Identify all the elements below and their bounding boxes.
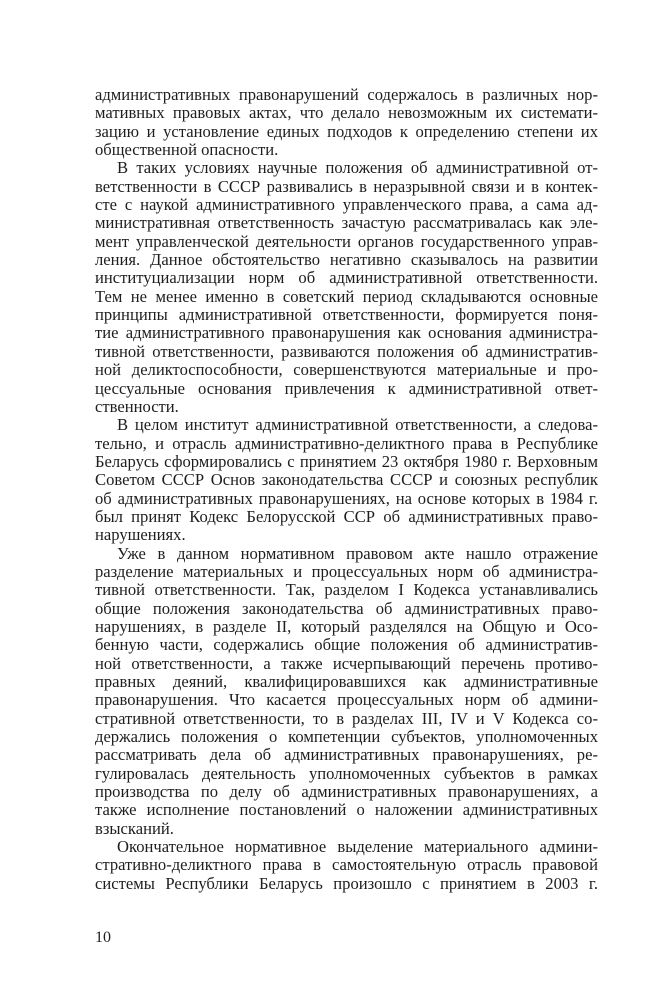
text-line: производства по делу об административных правонарушениях, а <box>95 782 598 802</box>
text-line: общие положения законодательства об административных право- <box>95 598 598 618</box>
text-line: тие административного правонарушения как основания администра- <box>95 323 598 343</box>
text-line: правонарушения. Что касается процессуальных норм об админи- <box>95 690 598 710</box>
text-line: ления. Данное обстоятельство негативно сказывалось на развитии <box>95 250 598 270</box>
text-line: Тем не менее именно в советский период складываются основные <box>95 286 598 306</box>
paragraph <box>95 545 598 839</box>
text-line: цессуальные основания привлечения к административной ответ- <box>95 378 598 398</box>
paragraph <box>95 86 598 159</box>
text-line: тельно, и отрасль административно-деликтного права в Республике <box>95 433 598 453</box>
paragraph <box>95 416 598 544</box>
text-line: сте с наукой административного управленческого права, а сама ад- <box>95 195 598 215</box>
text-line: ной деликтоспособности, совершенствуются материальные и про- <box>95 360 598 380</box>
page-body <box>95 86 598 893</box>
text-line: административных правонарушений содержалось в различных нор- <box>95 85 598 104</box>
text-line: министративная ответственность зачастую рассматривалась как эле- <box>95 213 598 233</box>
text-line: взысканий. <box>95 818 174 838</box>
text-line: нарушениях, в разделе II, который разделялся на Общую и Осо- <box>95 616 598 636</box>
text-line: бенную части, содержались общие положения об административ- <box>95 635 598 655</box>
text-line: разделение материальных и процессуальных норм об администра- <box>95 561 598 581</box>
text-line: системы Республики Беларусь произошло с принятием в 2003 г. <box>95 873 598 893</box>
text-line: Окончательное нормативное выделение материального админи- <box>117 837 598 857</box>
page-number: 10 <box>95 929 111 946</box>
text-line: рассматривать дела об административных правонарушениях, ре- <box>95 745 598 765</box>
text-line: тивной ответственности, развиваются положения об административ- <box>95 341 598 361</box>
text-line: нарушениях. <box>95 525 186 545</box>
text-line: принципы административной ответственности, формируется поня- <box>95 305 598 325</box>
text-line: был принят Кодекс Белорусской ССР об административных право- <box>95 506 598 526</box>
text-line: Советом СССР Основ законодательства СССР и союзных республик <box>95 470 598 490</box>
text-line: стративной ответственности, то в разделах III, IV и V Кодекса со- <box>95 708 598 728</box>
text-line: Беларусь сформировались с принятием 23 октября 1980 г. Верховным <box>95 451 598 471</box>
text-line: ственности. <box>95 396 179 416</box>
text-line: правных деяний, квалифицировавшихся как административные <box>95 672 598 691</box>
text-line: держались положения о компетенции субъектов, уполномоченных <box>95 727 598 747</box>
text-line: Уже в данном нормативном правовом акте нашло отражение <box>117 543 598 563</box>
text-line: ветственности в СССР развивались в неразрывной связи и в контек- <box>95 176 598 196</box>
text-line: также исполнение постановлений о наложении административных <box>95 800 598 820</box>
text-line: гулировалась деятельность уполномоченных субъектов в рамках <box>95 763 598 783</box>
paragraph <box>95 838 598 893</box>
text-line: В таких условиях научные положения об административной от- <box>117 158 598 178</box>
text-line: В целом институт административной ответственности, а следова- <box>117 415 598 435</box>
text-line: институциализации норм об административной ответственности. <box>95 268 598 288</box>
text-line: об административных правонарушениях, на основе которых в 1984 г. <box>95 488 598 508</box>
text-line: тивной ответственности. Так, разделом I Кодекса устанавливались <box>95 580 598 600</box>
paragraph <box>95 159 598 416</box>
text-line: общественной опасности. <box>95 140 279 160</box>
text-line: зацию и установление единых подходов к определению степени их <box>95 121 598 141</box>
text-line: ной ответственности, а также исчерпывающий перечень противо- <box>95 653 598 673</box>
text-line: мент управленческой деятельности органов государственного управ- <box>95 231 598 251</box>
text-line: стративно-деликтного права в самостоятельную отрасль правовой <box>95 855 598 875</box>
text-line: мативных правовых актах, что делало невозможным их системати- <box>95 103 598 123</box>
